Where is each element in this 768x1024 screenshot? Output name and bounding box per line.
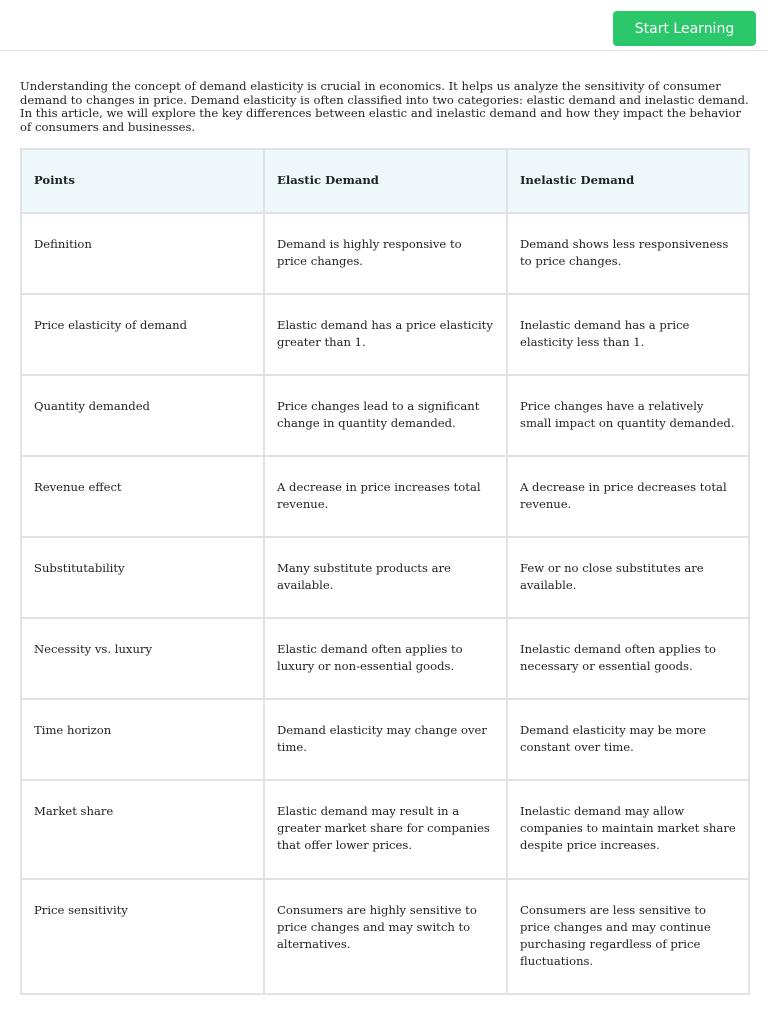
table-row [21,375,749,456]
table-header-row [21,149,749,213]
row-elastic: A decrease in price increases total revenue. [264,456,507,537]
header-inelastic-demand: Inelastic Demand [507,149,749,213]
row-point: Necessity vs. luxury [21,618,264,699]
row-inelastic: Few or no close substitutes are available. [507,537,749,618]
row-inelastic: Demand shows less responsiveness to price changes. [507,213,749,294]
header-points: Points [21,149,264,213]
row-point: Time horizon [21,699,264,780]
table-row [21,537,749,618]
table-row [21,618,749,699]
row-point: Revenue effect [21,456,264,537]
row-elastic: Elastic demand has a price elasticity greater than 1. [264,294,507,375]
row-point: Price elasticity of demand [21,294,264,375]
row-inelastic: Inelastic demand often applies to necessary or essential goods. [507,618,749,699]
row-inelastic: A decrease in price decreases total revenue. [507,456,749,537]
top-bar [0,0,768,51]
row-elastic: Price changes lead to a significant change in quantity demanded. [264,375,507,456]
row-point: Price sensitivity [21,879,264,994]
row-elastic: Elastic demand may result in a greater market share for companies that offer lower prices. [264,780,507,879]
row-elastic: Consumers are highly sensitive to price changes and may switch to alternatives. [264,879,507,994]
table-row [21,456,749,537]
start-learning-button[interactable]: Start Learning [613,11,756,46]
row-point: Substitutability [21,537,264,618]
row-point: Quantity demanded [21,375,264,456]
table-row [21,294,749,375]
table-row [21,213,749,294]
comparison-table [20,148,750,995]
row-inelastic: Demand elasticity may be more constant over time. [507,699,749,780]
row-elastic: Many substitute products are available. [264,537,507,618]
row-point: Market share [21,780,264,879]
row-inelastic: Inelastic demand has a price elasticity less than 1. [507,294,749,375]
row-inelastic: Price changes have a relatively small impact on quantity demanded. [507,375,749,456]
table-row [21,780,749,879]
row-elastic: Demand is highly responsive to price changes. [264,213,507,294]
row-elastic: Demand elasticity may change over time. [264,699,507,780]
row-elastic: Elastic demand often applies to luxury or non-essential goods. [264,618,507,699]
table-row [21,879,749,994]
table-row [21,699,749,780]
header-elastic-demand: Elastic Demand [264,149,507,213]
intro-paragraph: Understanding the concept of demand elasticity is crucial in economics. It helps us analyze the sensitivity of consumer demand to changes in price. Demand elasticity is often classified into two categories: elastic demand and inelastic demand. In this article, we will explore the key differences between elastic and inelastic demand and how they impact the behavior of consumers and businesses. [20,79,749,134]
row-point: Definition [21,213,264,294]
row-inelastic: Inelastic demand may allow companies to maintain market share despite price increases. [507,780,749,879]
row-inelastic: Consumers are less sensitive to price changes and may continue purchasing regardless of price fluctuations. [507,879,749,994]
